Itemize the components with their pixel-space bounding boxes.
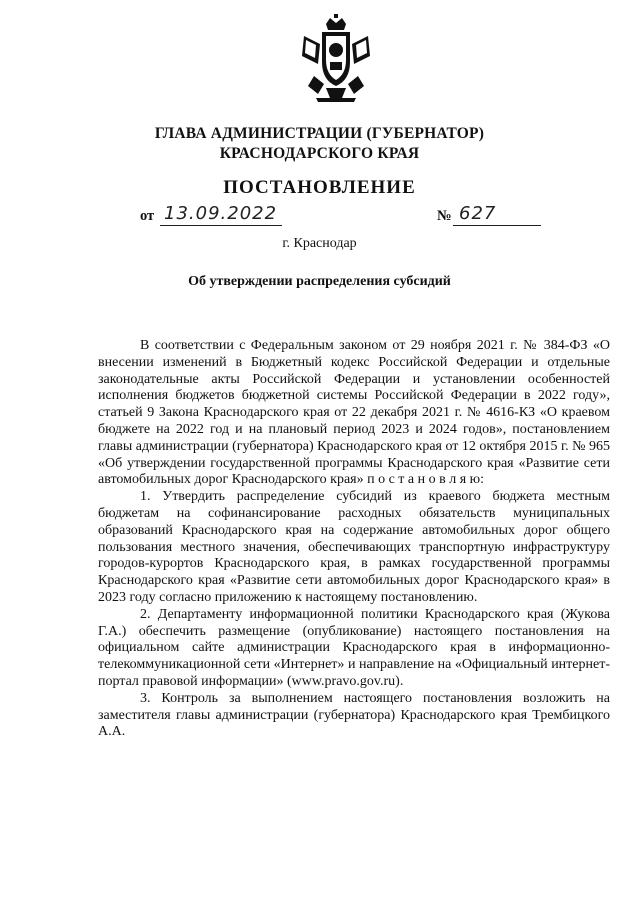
- paragraph-item-2: 2. Департаменту информационной политики Краснодарского края (Жукова Г.А.) обеспечить размещение (опубликование) настоящего постановления на официальном сайте администрации Краснодарского края в информационно-телекоммуникационной сети «Интернет» и направление на «Официальный интернет-портал правовой информации» (www.pravo.gov.ru).: [98, 606, 610, 689]
- document-date: 13.09.2022: [160, 203, 282, 226]
- document-subject: Об утверждении распределения субсидий: [188, 274, 451, 289]
- issuer-line-1: ГЛАВА АДМИНИСТРАЦИИ (ГУБЕРНАТОР): [154, 125, 485, 142]
- coat-of-arms-emblem: [296, 14, 376, 104]
- city-label: г. Краснодар: [282, 236, 357, 251]
- issuer-line-2: КРАСНОДАРСКОГО КРАЯ: [219, 145, 420, 162]
- date-prefix: от: [140, 208, 155, 224]
- document-type-title: ПОСТАНОВЛЕНИЕ: [223, 177, 416, 198]
- document-body: [98, 338, 610, 741]
- number-prefix: №: [437, 208, 452, 224]
- paragraph-item-3: 3. Контроль за выполнением настоящего постановления возложить на заместителя главы администрации (губернатора) Краснодарского края Трембицкого А.А.: [98, 690, 610, 740]
- document-number: 627: [453, 203, 541, 226]
- date-number-line: [140, 205, 540, 231]
- issuer-heading: [0, 124, 639, 164]
- paragraph-item-1: 1. Утвердить распределение субсидий из краевого бюджета местным бюджетам на софинансирование расходных обязательств муниципальных образований Краснодарского края на содержание автомобильных дорог общего пользования местного значения, обеспечивающих транспортную инфраструктуру городов-курортов Краснодарского края, в рамках государственной программы Краснодарского края «Развитие сети автомобильных дорог Краснодарского края» в 2023 году согласно приложению к настоящему постановлению.: [98, 489, 610, 605]
- paragraph-preamble: В соответствии с Федеральным законом от 29 ноября 2021 г. № 384-ФЗ «О внесении изменений в Бюджетный кодекс Российской Федерации и отдельные законодательные акты Российской Федерации и установлении особенностей исполнения бюджетов бюджетной системы Российской Федерации в 2022 году», статьей 9 Закона Краснодарского края от 22 декабря 2021 г. № 4616-КЗ «О краевом бюджете на 2022 год и на плановый период 2023 и 2024 годов», постановлением главы администрации (губернатора) Краснодарского края от 12 октября 2015 г. № 965 «Об утверждении государственной программы Краснодарского края «Развитие сети автомобильных дорог Краснодарского края» п о с т а н о в л я ю:: [98, 338, 610, 488]
